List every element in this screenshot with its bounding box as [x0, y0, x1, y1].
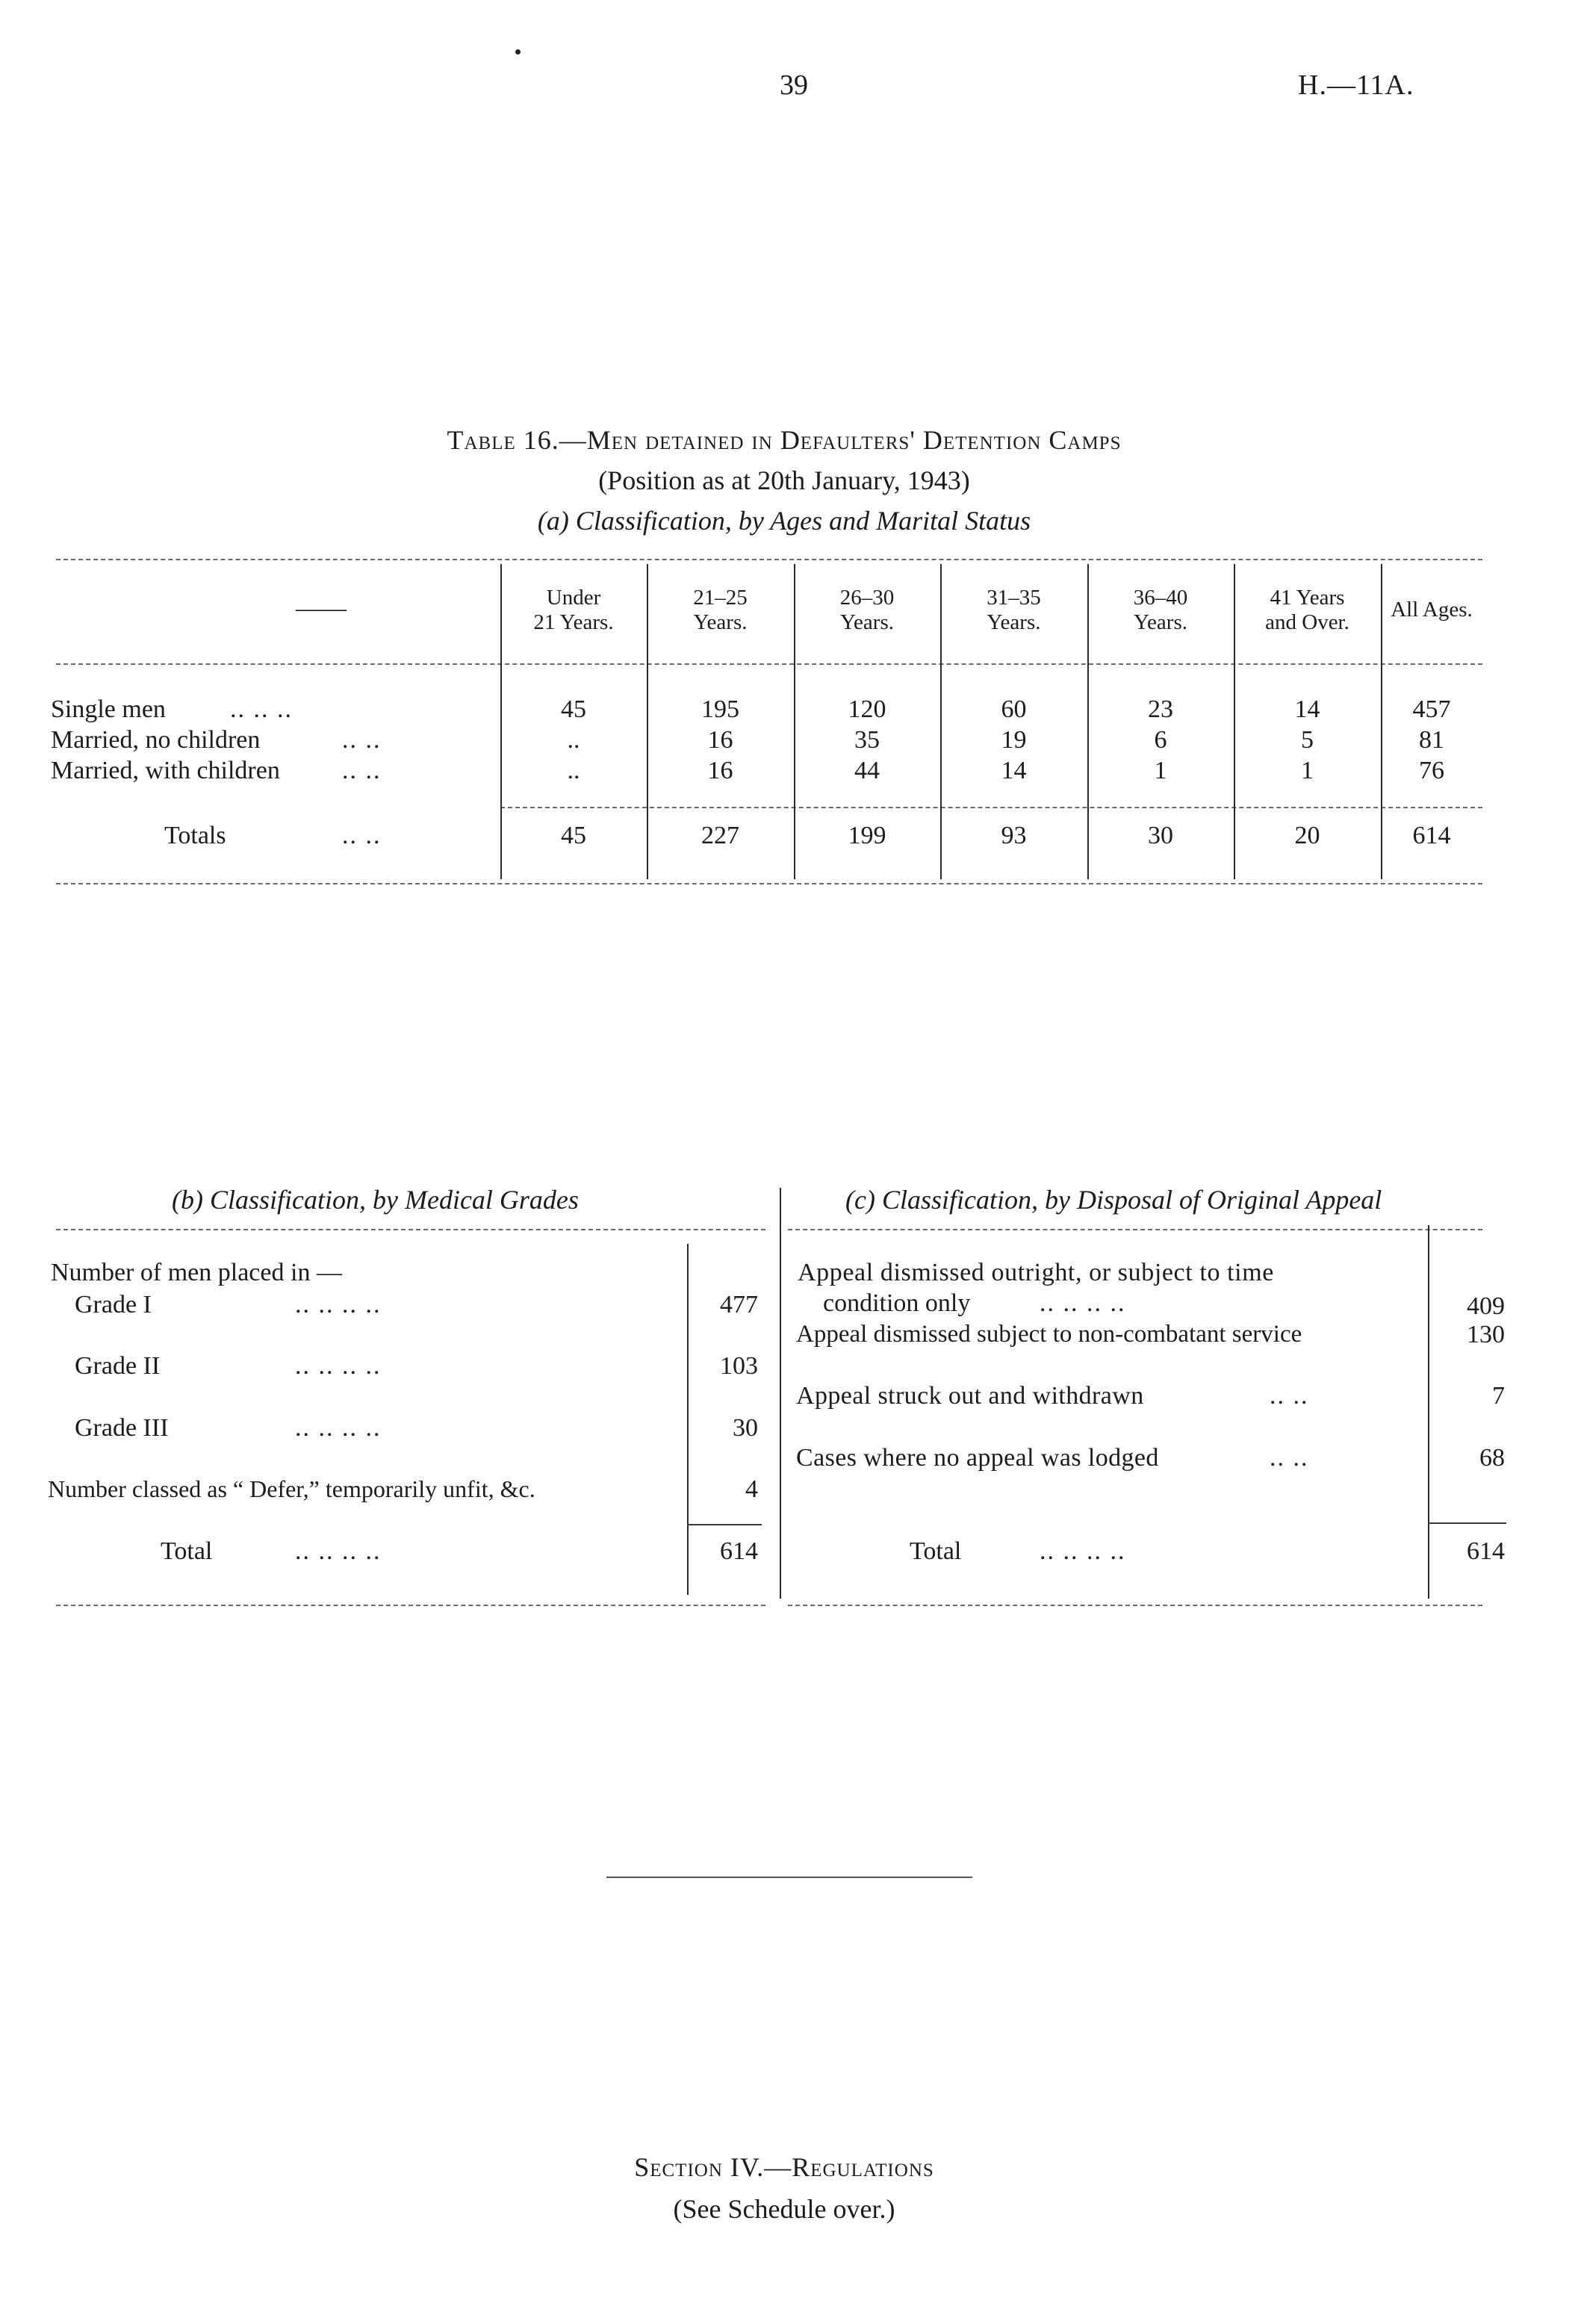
appeal-value-divider [1428, 1225, 1429, 1599]
appeal-total-rule [1428, 1522, 1506, 1524]
table-16-subtitle: (a) Classification, by Ages and Marital Status [537, 506, 1031, 536]
schedule-note: (See Schedule over.) [673, 2194, 895, 2224]
cell: 1 [1154, 757, 1167, 784]
cell: 5 [1301, 726, 1314, 754]
appeal-top-rule [788, 1229, 1482, 1230]
cell: 19 [1001, 726, 1027, 754]
table-a-header-rule [56, 663, 1482, 665]
col-header-line: and Over. [1265, 610, 1349, 634]
appeal-label: Appeal struck out and withdrawn [796, 1382, 1144, 1410]
cell: 16 [707, 757, 733, 784]
table-16-position-line: (Position as at 20th January, 1943) [598, 465, 970, 495]
leader-dots: .. .. [1270, 1444, 1309, 1472]
total-value: 614 [720, 1537, 758, 1565]
cell: 76 [1419, 757, 1444, 784]
col-header-31-35 [940, 586, 1087, 635]
section-title: Section IV.—Regulations [634, 2152, 934, 2182]
appeal-label-continued: condition only [823, 1289, 971, 1317]
grade-label: Grade I [75, 1291, 152, 1319]
col-header-line: 21–25 [693, 586, 748, 610]
leader-dots: .. .. .. .. [295, 1414, 382, 1442]
grade-value: 103 [720, 1352, 758, 1380]
appeal-value: 68 [1479, 1444, 1505, 1472]
page-number: 39 [780, 69, 808, 101]
table-16-title: Table 16.—Men detained in Defaulters' Detention Camps [447, 425, 1122, 455]
col-header-21-25 [647, 586, 794, 635]
corner-dash: —— [296, 595, 347, 622]
col-header-line: Years. [693, 610, 748, 634]
col-header-line: Under [546, 586, 601, 610]
row-label: Married, with children [51, 757, 280, 784]
appeal-table-title: (c) Classification, by Disposal of Original Appeal [845, 1185, 1382, 1215]
grade-value: 477 [720, 1291, 758, 1319]
col-header-line: 36–40 [1133, 586, 1188, 610]
leader-dots: .. .. [342, 757, 382, 784]
row-label: Totals [164, 822, 226, 849]
total-label: Total [910, 1537, 962, 1565]
row-label: Single men [51, 695, 166, 723]
appeal-label: Appeal dismissed subject to non-combatant service [796, 1321, 1302, 1348]
table-a-bottom-rule [56, 883, 1482, 884]
total-value: 614 [1467, 1537, 1505, 1565]
leader-dots: .. .. [342, 726, 382, 754]
medical-total-rule [687, 1524, 762, 1525]
col-header-line: All Ages. [1391, 598, 1473, 622]
col-header-line: 21 Years. [533, 610, 614, 634]
cell: 45 [561, 695, 586, 723]
cell: 20 [1294, 822, 1320, 849]
cell: .. [567, 757, 580, 784]
grade-value: 4 [745, 1475, 758, 1503]
col-header-line: 26–30 [839, 586, 895, 610]
cell: 6 [1154, 726, 1167, 754]
table-a-top-rule [56, 559, 1482, 560]
leader-dots: .. .. [1270, 1382, 1309, 1410]
col-header-line: Years. [840, 610, 894, 634]
col-header-line: 41 Years [1270, 586, 1345, 610]
cell: 227 [701, 822, 739, 849]
section-separator-rule [606, 1877, 972, 1878]
leader-dots: .. .. [342, 822, 382, 849]
col-header-26-30 [794, 586, 940, 635]
cell: 199 [848, 822, 886, 849]
cell: 16 [707, 726, 733, 754]
col-header-line: Years. [987, 610, 1041, 634]
cell: 30 [1148, 822, 1173, 849]
cell: 14 [1294, 695, 1320, 723]
cell: 35 [854, 726, 880, 754]
cell: 81 [1419, 726, 1444, 754]
appeal-value: 409 [1467, 1292, 1505, 1320]
medical-value-divider [687, 1244, 689, 1595]
grade-value: 30 [733, 1414, 758, 1442]
leader-dots: .. .. .. .. [1040, 1289, 1126, 1317]
cell: .. [567, 726, 580, 754]
appeal-value: 130 [1467, 1321, 1505, 1348]
medical-top-rule [56, 1229, 765, 1230]
grade-label: Grade II [75, 1352, 161, 1380]
grade-label: Number classed as “ Defer,” temporarily unfit, &c. [48, 1475, 535, 1502]
cell: 120 [848, 695, 886, 723]
col-header-36-40 [1087, 586, 1234, 635]
cell: 44 [854, 757, 880, 784]
cell: 195 [701, 695, 739, 723]
cell: 45 [561, 822, 586, 849]
document-code: H.—11A. [1298, 69, 1414, 101]
leader-dots: .. .. .. [230, 695, 293, 723]
col-header-line: 31–35 [987, 586, 1041, 610]
medical-appeal-separator [780, 1188, 781, 1599]
stray-mark [515, 49, 521, 55]
col-header-under-21 [500, 586, 647, 635]
leader-dots: .. .. .. .. [295, 1352, 382, 1380]
cell: 93 [1001, 822, 1027, 849]
col-header-41-and-over [1234, 586, 1381, 635]
leader-dots: .. .. .. .. [295, 1291, 382, 1319]
cell: 23 [1148, 695, 1173, 723]
cell: 1 [1301, 757, 1314, 784]
medical-table-title: (b) Classification, by Medical Grades [172, 1185, 579, 1215]
total-label: Total [161, 1537, 213, 1565]
medical-intro: Number of men placed in — [51, 1259, 342, 1286]
col-header-all-ages [1381, 598, 1482, 622]
grade-label: Grade III [75, 1414, 169, 1442]
appeal-label: Cases where no appeal was lodged [796, 1444, 1159, 1472]
cell: 14 [1001, 757, 1027, 784]
cell: 614 [1412, 822, 1451, 849]
cell: 60 [1001, 695, 1027, 723]
col-header-line: Years. [1134, 610, 1187, 634]
cell: 457 [1412, 695, 1451, 723]
appeal-bottom-rule [788, 1605, 1482, 1606]
row-label: Married, no children [51, 726, 261, 754]
appeal-value: 7 [1492, 1382, 1505, 1410]
appeal-label: Appeal dismissed outright, or subject to time [798, 1259, 1274, 1286]
leader-dots: .. .. .. .. [1040, 1537, 1126, 1565]
medical-bottom-rule [56, 1605, 765, 1606]
leader-dots: .. .. .. .. [295, 1537, 382, 1565]
